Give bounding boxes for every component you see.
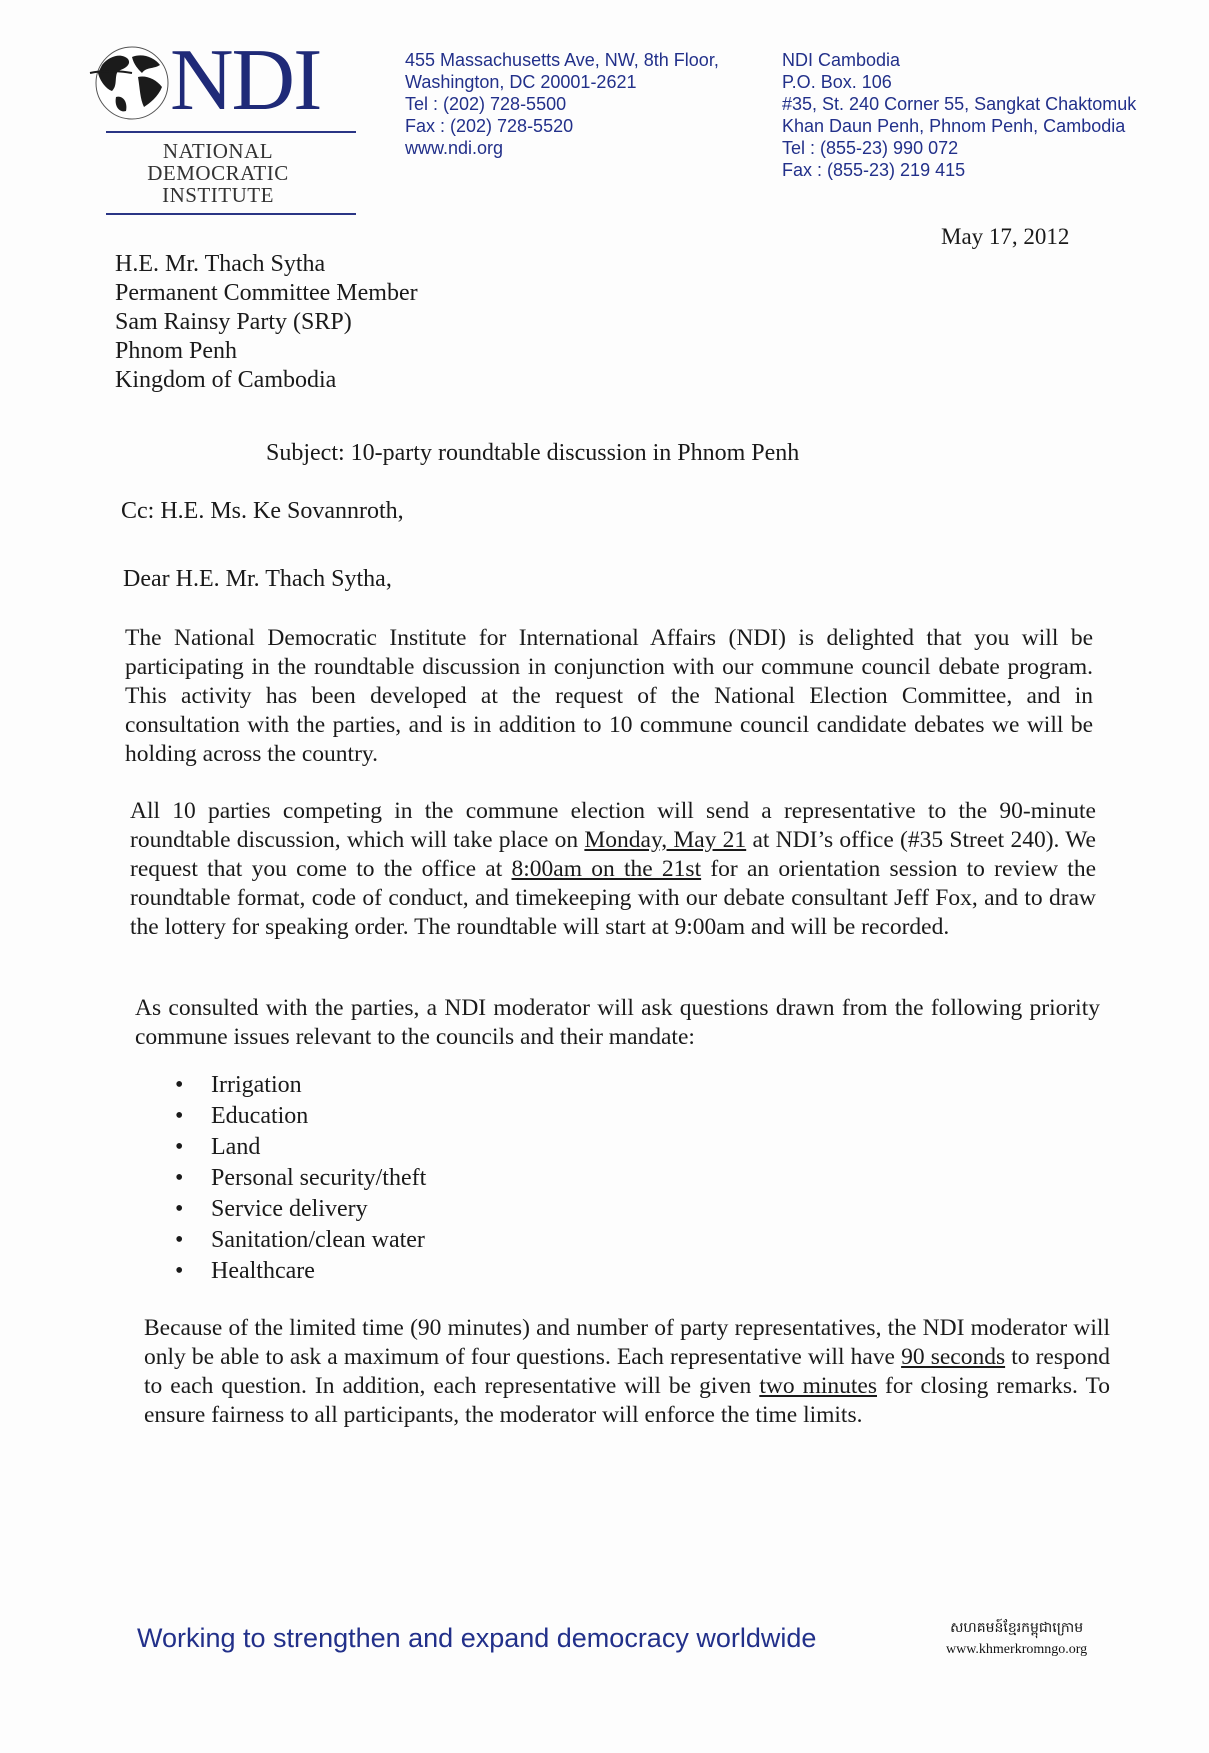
paragraph-text: for closing remarks. To ensure fairness to all participants, the moderator will enforce the time limits. [144,1373,1110,1428]
recipient-line: Phnom Penh [115,338,238,364]
address-line: Fax : (202) 728-5520 [405,116,574,136]
website-link[interactable]: www.ndi.org [405,138,504,158]
logo-subtitle-line: INSTITUTE [162,183,274,207]
list-item: • Land [175,1132,426,1163]
logo-divider-top [106,131,356,133]
org-name: សហគមន៍ខ្មែរកម្ពុជាក្រោម [950,1621,1084,1636]
address-line: Khan Daun Penh, Phnom Penh, Cambodia [782,116,1126,136]
logo-wordmark: NDI [170,32,321,129]
ndi-logo [88,32,356,220]
address-line: Fax : (855-23) 219 415 [782,160,966,180]
recipient-line: Permanent Committee Member [115,280,418,306]
list-item: • Education [175,1101,426,1132]
address-line: Tel : (855-23) 990 072 [782,138,959,158]
logo-subtitle [118,140,318,206]
logo-subtitle-line: NATIONAL [162,139,274,163]
paragraph-text: Because of the limited time (90 minutes) and number of party representatives, the NDI moderator will only be able to ask a maximum of four questions. Each representative will have [144,1315,1110,1370]
logo-divider-bottom [106,213,356,215]
closing-time-emphasis: two minutes [759,1373,877,1399]
paragraph-text: for an orientation session to review the roundtable format, code of conduct, and timekeeping with our debate consultant Jeff Fox, and to draw the lottery for speaking order. The roundtable will start at 9:00am and will be recorded. [130,856,1097,940]
recipient-line: Sam Rainsy Party (SRP) [115,309,352,335]
recipient-line: H.E. Mr. Thach Sytha [115,251,326,277]
recipient-line: Kingdom of Cambodia [115,367,337,393]
us-office-address [405,49,719,159]
paragraph-text: All 10 parties competing in the commune election will send a representative to the 90-minute roundtable discussion, which will take place on [130,798,1096,853]
address-line: #35, St. 240 Corner 55, Sangkat Chaktomuk [782,94,1137,114]
footer-tagline: Working to strengthen and expand democracy worldwide [137,1623,817,1653]
org-url-link[interactable]: www.khmerkromngo.org [946,1642,1088,1657]
address-line: NDI Cambodia [782,50,901,70]
address-line: Washington, DC 20001-2621 [405,72,637,92]
list-item: • Healthcare [175,1256,426,1287]
body-paragraph-1: The National Democratic Institute for International Affairs (NDI) is delighted that you will be participating in the roundtable discussion in conjunction with our commune council debate program. This activity has been developed at the request of the National Election Committee, and in consultation with the parties, and is in addition to 10 commune council candidate debates we will be holding across the country. [125,625,1093,767]
footer-watermark [946,1618,1087,1660]
globe-icon [88,43,176,123]
address-line: 455 Massachusetts Ave, NW, 8th Floor, [405,50,719,70]
orientation-time-emphasis: 8:00am on the 21st [511,856,702,882]
list-item: • Irrigation [175,1070,426,1101]
response-time-emphasis: 90 seconds [901,1344,1006,1370]
logo-subtitle-line: DEMOCRATIC [147,161,289,185]
meeting-date-emphasis: Monday, May 21 [584,827,747,853]
list-item: • Sanitation/clean water [175,1225,426,1256]
body-paragraph-2 [130,797,1096,942]
cambodia-office-address [782,49,1136,181]
recipient-block [115,250,418,395]
issues-list [175,1070,426,1287]
paragraph-text: to respond to each question. In addition, each representative will be given [144,1344,1111,1399]
subject-line: Subject: 10-party roundtable discussion in Phnom Penh [266,440,800,466]
body-paragraph-4 [144,1314,1110,1430]
list-item: • Personal security/theft [175,1163,426,1194]
cc-line: Cc: H.E. Ms. Ke Sovannroth, [121,498,404,524]
address-line: Tel : (202) 728-5500 [405,94,567,114]
address-line: P.O. Box. 106 [782,72,892,92]
letter-date: May 17, 2012 [941,224,1070,249]
list-item: • Service delivery [175,1194,426,1225]
paragraph-text: at NDI’s office (#35 Street 240). We request that you come to the office at [130,827,1096,882]
salutation: Dear H.E. Mr. Thach Sytha, [123,566,392,592]
body-paragraph-3: As consulted with the parties, a NDI moderator will ask questions drawn from the following priority commune issues relevant to the councils and their mandate: [135,995,1100,1050]
